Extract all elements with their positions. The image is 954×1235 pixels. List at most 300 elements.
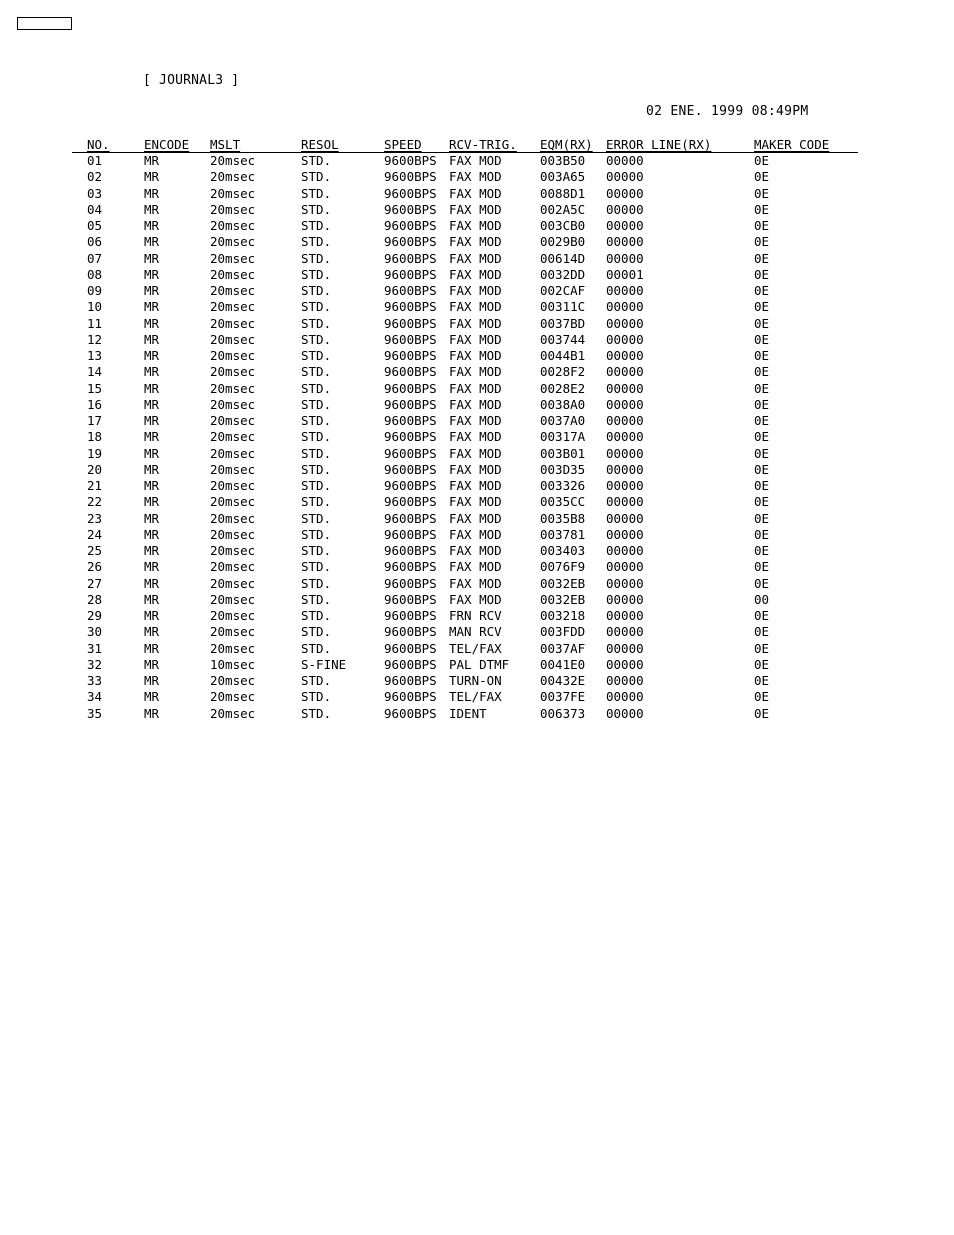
cell-eqm-rx: 002CAF bbox=[540, 283, 586, 298]
cell-mslt: 20msec bbox=[210, 591, 256, 607]
cell-encode: MR bbox=[144, 656, 160, 672]
cell-error-line-rx: 00000 bbox=[606, 656, 644, 672]
cell-speed: 9600BPS bbox=[384, 575, 437, 591]
cell-mslt: 20msec bbox=[210, 364, 256, 380]
cell-rcv-trig: PAL DTMF bbox=[449, 656, 510, 672]
cell-no: 21 bbox=[87, 478, 103, 493]
cell-speed: 9600BPS bbox=[384, 315, 437, 331]
cell-no: 06 bbox=[87, 234, 103, 250]
cell-no: 17 bbox=[87, 413, 103, 428]
cell-encode: MR bbox=[144, 331, 160, 347]
column-header-error-line-rx: ERROR LINE(RX) bbox=[606, 137, 712, 152]
cell-no: 09 bbox=[87, 283, 103, 298]
cell-no: 33 bbox=[87, 673, 103, 688]
cell-encode: MR bbox=[144, 250, 160, 266]
cell-maker-code: 0E bbox=[754, 608, 770, 623]
cell-speed: 9600BPS bbox=[384, 559, 437, 575]
cell-encode: MR bbox=[144, 575, 160, 591]
cell-eqm-rx: 0035CC bbox=[540, 494, 586, 510]
cell-no: 08 bbox=[87, 266, 103, 282]
table-row bbox=[0, 559, 954, 575]
cell-error-line-rx: 00000 bbox=[606, 559, 644, 575]
cell-resol: STD. bbox=[301, 380, 332, 396]
cell-error-line-rx: 00000 bbox=[606, 461, 644, 477]
cell-eqm-rx: 0037FE bbox=[540, 689, 586, 705]
cell-resol: STD. bbox=[301, 283, 332, 298]
cell-speed: 9600BPS bbox=[384, 591, 437, 607]
cell-error-line-rx: 00000 bbox=[606, 445, 644, 461]
cell-maker-code: 0E bbox=[754, 364, 770, 380]
cell-mslt: 20msec bbox=[210, 494, 256, 510]
cell-rcv-trig: FAX MOD bbox=[449, 413, 502, 428]
cell-speed: 9600BPS bbox=[384, 624, 437, 640]
table-row bbox=[0, 608, 954, 624]
cell-rcv-trig: MAN RCV bbox=[449, 624, 502, 640]
cell-no: 30 bbox=[87, 624, 103, 640]
cell-rcv-trig: FAX MOD bbox=[449, 478, 502, 493]
cell-rcv-trig: FAX MOD bbox=[449, 445, 502, 461]
cell-resol: STD. bbox=[301, 315, 332, 331]
table-header-row bbox=[0, 137, 954, 153]
cell-rcv-trig: FAX MOD bbox=[449, 526, 502, 542]
cell-eqm-rx: 0037BD bbox=[540, 315, 586, 331]
cell-error-line-rx: 00000 bbox=[606, 299, 644, 315]
cell-encode: MR bbox=[144, 608, 160, 623]
cell-error-line-rx: 00000 bbox=[606, 413, 644, 428]
cell-eqm-rx: 003B50 bbox=[540, 153, 586, 168]
cell-resol: STD. bbox=[301, 396, 332, 412]
cell-maker-code: 0E bbox=[754, 478, 770, 493]
cell-resol: STD. bbox=[301, 543, 332, 558]
cell-mslt: 20msec bbox=[210, 640, 256, 656]
table-row bbox=[0, 673, 954, 689]
cell-mslt: 20msec bbox=[210, 348, 256, 363]
cell-maker-code: 0E bbox=[754, 624, 770, 640]
cell-resol: STD. bbox=[301, 575, 332, 591]
cell-speed: 9600BPS bbox=[384, 608, 437, 623]
cell-speed: 9600BPS bbox=[384, 526, 437, 542]
table-row bbox=[0, 657, 954, 673]
cell-maker-code: 0E bbox=[754, 234, 770, 250]
cell-rcv-trig: TEL/FAX bbox=[449, 689, 502, 705]
cell-encode: MR bbox=[144, 494, 160, 510]
cell-mslt: 20msec bbox=[210, 185, 256, 201]
cell-rcv-trig: FAX MOD bbox=[449, 348, 502, 363]
cell-speed: 9600BPS bbox=[384, 218, 437, 233]
cell-maker-code: 0E bbox=[754, 494, 770, 510]
cell-error-line-rx: 00000 bbox=[606, 364, 644, 380]
cell-resol: STD. bbox=[301, 689, 332, 705]
cell-encode: MR bbox=[144, 461, 160, 477]
cell-rcv-trig: FAX MOD bbox=[449, 234, 502, 250]
cell-encode: MR bbox=[144, 348, 160, 363]
cell-error-line-rx: 00000 bbox=[606, 348, 644, 363]
cell-error-line-rx: 00000 bbox=[606, 185, 644, 201]
cell-encode: MR bbox=[144, 445, 160, 461]
cell-eqm-rx: 003781 bbox=[540, 526, 586, 542]
cell-speed: 9600BPS bbox=[384, 656, 437, 672]
table-row bbox=[0, 462, 954, 478]
table-row bbox=[0, 592, 954, 608]
cell-error-line-rx: 00000 bbox=[606, 380, 644, 396]
cell-mslt: 20msec bbox=[210, 543, 256, 558]
table-row bbox=[0, 186, 954, 202]
cell-encode: MR bbox=[144, 526, 160, 542]
cell-speed: 9600BPS bbox=[384, 266, 437, 282]
cell-maker-code: 0E bbox=[754, 185, 770, 201]
cell-encode: MR bbox=[144, 673, 160, 688]
cell-speed: 9600BPS bbox=[384, 331, 437, 347]
cell-error-line-rx: 00000 bbox=[606, 640, 644, 656]
cell-mslt: 20msec bbox=[210, 429, 256, 445]
cell-error-line-rx: 00000 bbox=[606, 673, 644, 688]
table-row bbox=[0, 169, 954, 185]
cell-speed: 9600BPS bbox=[384, 299, 437, 315]
cell-rcv-trig: FAX MOD bbox=[449, 559, 502, 575]
cell-mslt: 20msec bbox=[210, 624, 256, 640]
cell-rcv-trig: FAX MOD bbox=[449, 494, 502, 510]
cell-no: 10 bbox=[87, 299, 103, 315]
table-row bbox=[0, 706, 954, 722]
journal-title: [ JOURNAL3 ] bbox=[143, 73, 240, 88]
cell-resol: STD. bbox=[301, 169, 332, 185]
cell-eqm-rx: 003403 bbox=[540, 543, 586, 558]
cell-no: 11 bbox=[87, 315, 103, 331]
cell-no: 04 bbox=[87, 201, 103, 217]
cell-error-line-rx: 00000 bbox=[606, 494, 644, 510]
cell-speed: 9600BPS bbox=[384, 705, 437, 721]
cell-speed: 9600BPS bbox=[384, 429, 437, 445]
cell-eqm-rx: 0044B1 bbox=[540, 348, 586, 363]
cell-encode: MR bbox=[144, 413, 160, 428]
cell-encode: MR bbox=[144, 283, 160, 298]
table-row bbox=[0, 511, 954, 527]
cell-eqm-rx: 002A5C bbox=[540, 201, 586, 217]
cell-rcv-trig: FAX MOD bbox=[449, 299, 502, 315]
table-row bbox=[0, 283, 954, 299]
table-row bbox=[0, 153, 954, 169]
cell-eqm-rx: 006373 bbox=[540, 705, 586, 721]
cell-maker-code: 0E bbox=[754, 250, 770, 266]
table-row bbox=[0, 429, 954, 445]
cell-rcv-trig: FAX MOD bbox=[449, 218, 502, 233]
cell-resol: S-FINE bbox=[301, 656, 347, 672]
cell-eqm-rx: 003CB0 bbox=[540, 218, 586, 233]
cell-maker-code: 0E bbox=[754, 153, 770, 168]
cell-mslt: 20msec bbox=[210, 510, 256, 526]
cell-speed: 9600BPS bbox=[384, 689, 437, 705]
table-row bbox=[0, 527, 954, 543]
cell-no: 32 bbox=[87, 656, 103, 672]
cell-speed: 9600BPS bbox=[384, 380, 437, 396]
cell-rcv-trig: FAX MOD bbox=[449, 331, 502, 347]
cell-error-line-rx: 00000 bbox=[606, 201, 644, 217]
cell-resol: STD. bbox=[301, 348, 332, 363]
cell-resol: STD. bbox=[301, 266, 332, 282]
cell-no: 05 bbox=[87, 218, 103, 233]
cell-mslt: 20msec bbox=[210, 201, 256, 217]
cell-maker-code: 0E bbox=[754, 413, 770, 428]
cell-eqm-rx: 0038A0 bbox=[540, 396, 586, 412]
table-row bbox=[0, 348, 954, 364]
cell-eqm-rx: 003A65 bbox=[540, 169, 586, 185]
cell-error-line-rx: 00000 bbox=[606, 315, 644, 331]
cell-maker-code: 0E bbox=[754, 673, 770, 688]
cell-maker-code: 0E bbox=[754, 283, 770, 298]
column-header-encode: ENCODE bbox=[144, 137, 190, 152]
table-row bbox=[0, 478, 954, 494]
cell-encode: MR bbox=[144, 299, 160, 315]
table-row bbox=[0, 576, 954, 592]
cell-resol: STD. bbox=[301, 510, 332, 526]
cell-maker-code: 0E bbox=[754, 445, 770, 461]
cell-maker-code: 0E bbox=[754, 348, 770, 363]
column-header-no: NO. bbox=[87, 137, 110, 152]
cell-error-line-rx: 00000 bbox=[606, 689, 644, 705]
journal-table bbox=[0, 137, 954, 722]
table-row bbox=[0, 202, 954, 218]
cell-rcv-trig: FAX MOD bbox=[449, 169, 502, 185]
cell-maker-code: 0E bbox=[754, 526, 770, 542]
cell-mslt: 20msec bbox=[210, 331, 256, 347]
cell-rcv-trig: IDENT bbox=[449, 705, 487, 721]
cell-resol: STD. bbox=[301, 413, 332, 428]
cell-mslt: 20msec bbox=[210, 478, 256, 493]
table-row bbox=[0, 267, 954, 283]
cell-resol: STD. bbox=[301, 153, 332, 168]
cell-speed: 9600BPS bbox=[384, 234, 437, 250]
table-body bbox=[0, 153, 954, 722]
cell-rcv-trig: FAX MOD bbox=[449, 250, 502, 266]
cell-mslt: 20msec bbox=[210, 575, 256, 591]
cell-maker-code: 0E bbox=[754, 656, 770, 672]
cell-no: 22 bbox=[87, 494, 103, 510]
cell-eqm-rx: 0032EB bbox=[540, 575, 586, 591]
cell-resol: STD. bbox=[301, 429, 332, 445]
cell-no: 29 bbox=[87, 608, 103, 623]
cell-no: 13 bbox=[87, 348, 103, 363]
cell-rcv-trig: FAX MOD bbox=[449, 575, 502, 591]
cell-eqm-rx: 0035B8 bbox=[540, 510, 586, 526]
cell-resol: STD. bbox=[301, 218, 332, 233]
cell-encode: MR bbox=[144, 380, 160, 396]
cell-rcv-trig: FAX MOD bbox=[449, 201, 502, 217]
cell-eqm-rx: 0041E0 bbox=[540, 656, 586, 672]
cell-maker-code: 0E bbox=[754, 510, 770, 526]
cell-rcv-trig: TURN-ON bbox=[449, 673, 502, 688]
cell-eqm-rx: 00614D bbox=[540, 250, 586, 266]
cell-mslt: 20msec bbox=[210, 705, 256, 721]
cell-eqm-rx: 003B01 bbox=[540, 445, 586, 461]
table-row bbox=[0, 332, 954, 348]
cell-speed: 9600BPS bbox=[384, 510, 437, 526]
cell-eqm-rx: 0076F9 bbox=[540, 559, 586, 575]
cell-resol: STD. bbox=[301, 591, 332, 607]
cell-maker-code: 0E bbox=[754, 461, 770, 477]
cell-rcv-trig: FAX MOD bbox=[449, 185, 502, 201]
cell-resol: STD. bbox=[301, 364, 332, 380]
cell-resol: STD. bbox=[301, 445, 332, 461]
cell-encode: MR bbox=[144, 153, 160, 168]
cell-resol: STD. bbox=[301, 673, 332, 688]
cell-mslt: 20msec bbox=[210, 169, 256, 185]
cell-encode: MR bbox=[144, 510, 160, 526]
cell-encode: MR bbox=[144, 689, 160, 705]
cell-mslt: 20msec bbox=[210, 559, 256, 575]
cell-mslt: 20msec bbox=[210, 153, 256, 168]
cell-maker-code: 0E bbox=[754, 429, 770, 445]
cell-error-line-rx: 00000 bbox=[606, 331, 644, 347]
cell-mslt: 20msec bbox=[210, 526, 256, 542]
cell-mslt: 20msec bbox=[210, 608, 256, 623]
cell-eqm-rx: 00317A bbox=[540, 429, 586, 445]
cell-eqm-rx: 003FDD bbox=[540, 624, 586, 640]
cell-encode: MR bbox=[144, 591, 160, 607]
cell-no: 14 bbox=[87, 364, 103, 380]
cell-resol: STD. bbox=[301, 640, 332, 656]
cell-speed: 9600BPS bbox=[384, 494, 437, 510]
cell-rcv-trig: FAX MOD bbox=[449, 266, 502, 282]
cell-encode: MR bbox=[144, 218, 160, 233]
cell-error-line-rx: 00000 bbox=[606, 153, 644, 168]
cell-eqm-rx: 003218 bbox=[540, 608, 586, 623]
cell-eqm-rx: 0032DD bbox=[540, 266, 586, 282]
cell-resol: STD. bbox=[301, 494, 332, 510]
cell-encode: MR bbox=[144, 705, 160, 721]
cell-resol: STD. bbox=[301, 201, 332, 217]
cell-eqm-rx: 0032EB bbox=[540, 591, 586, 607]
cell-encode: MR bbox=[144, 185, 160, 201]
table-row bbox=[0, 413, 954, 429]
column-header-rcv-trig: RCV-TRIG. bbox=[449, 137, 517, 152]
cell-eqm-rx: 003326 bbox=[540, 478, 586, 493]
cell-encode: MR bbox=[144, 543, 160, 558]
cell-rcv-trig: FAX MOD bbox=[449, 510, 502, 526]
cell-resol: STD. bbox=[301, 705, 332, 721]
cell-mslt: 20msec bbox=[210, 218, 256, 233]
cell-error-line-rx: 00000 bbox=[606, 234, 644, 250]
cell-error-line-rx: 00000 bbox=[606, 543, 644, 558]
cell-maker-code: 00 bbox=[754, 591, 770, 607]
cell-rcv-trig: FAX MOD bbox=[449, 153, 502, 168]
cell-no: 18 bbox=[87, 429, 103, 445]
cell-rcv-trig: FAX MOD bbox=[449, 461, 502, 477]
cell-error-line-rx: 00000 bbox=[606, 705, 644, 721]
cell-resol: STD. bbox=[301, 234, 332, 250]
report-date: 02 ENE. 1999 08:49PM bbox=[646, 104, 809, 119]
cell-mslt: 20msec bbox=[210, 461, 256, 477]
cell-rcv-trig: FAX MOD bbox=[449, 283, 502, 298]
cell-encode: MR bbox=[144, 364, 160, 380]
cell-encode: MR bbox=[144, 234, 160, 250]
cell-speed: 9600BPS bbox=[384, 543, 437, 558]
table-row bbox=[0, 251, 954, 267]
cell-rcv-trig: FAX MOD bbox=[449, 591, 502, 607]
table-row bbox=[0, 364, 954, 380]
cell-error-line-rx: 00000 bbox=[606, 396, 644, 412]
cell-mslt: 20msec bbox=[210, 283, 256, 298]
cell-mslt: 20msec bbox=[210, 445, 256, 461]
cell-no: 27 bbox=[87, 575, 103, 591]
cell-maker-code: 0E bbox=[754, 315, 770, 331]
cell-speed: 9600BPS bbox=[384, 364, 437, 380]
cell-no: 35 bbox=[87, 705, 103, 721]
page-number-box bbox=[17, 17, 72, 30]
cell-speed: 9600BPS bbox=[384, 185, 437, 201]
cell-maker-code: 0E bbox=[754, 201, 770, 217]
cell-no: 34 bbox=[87, 689, 103, 705]
cell-speed: 9600BPS bbox=[384, 201, 437, 217]
cell-error-line-rx: 00000 bbox=[606, 283, 644, 298]
table-row bbox=[0, 689, 954, 705]
cell-no: 24 bbox=[87, 526, 103, 542]
cell-mslt: 20msec bbox=[210, 380, 256, 396]
cell-speed: 9600BPS bbox=[384, 673, 437, 688]
cell-no: 20 bbox=[87, 461, 103, 477]
cell-no: 03 bbox=[87, 185, 103, 201]
cell-no: 15 bbox=[87, 380, 103, 396]
cell-no: 31 bbox=[87, 640, 103, 656]
cell-mslt: 20msec bbox=[210, 266, 256, 282]
cell-maker-code: 0E bbox=[754, 380, 770, 396]
cell-mslt: 20msec bbox=[210, 673, 256, 688]
cell-eqm-rx: 0037AF bbox=[540, 640, 586, 656]
cell-eqm-rx: 003D35 bbox=[540, 461, 586, 477]
cell-no: 28 bbox=[87, 591, 103, 607]
cell-mslt: 20msec bbox=[210, 299, 256, 315]
column-header-maker-code: MAKER CODE bbox=[754, 137, 830, 152]
cell-maker-code: 0E bbox=[754, 169, 770, 185]
cell-speed: 9600BPS bbox=[384, 461, 437, 477]
cell-rcv-trig: TEL/FAX bbox=[449, 640, 502, 656]
cell-mslt: 10msec bbox=[210, 656, 256, 672]
table-row bbox=[0, 641, 954, 657]
column-header-eqm-rx: EQM(RX) bbox=[540, 137, 593, 152]
cell-error-line-rx: 00000 bbox=[606, 608, 644, 623]
cell-no: 25 bbox=[87, 543, 103, 558]
cell-error-line-rx: 00000 bbox=[606, 169, 644, 185]
cell-mslt: 20msec bbox=[210, 396, 256, 412]
column-header-speed: SPEED bbox=[384, 137, 422, 152]
cell-mslt: 20msec bbox=[210, 250, 256, 266]
cell-maker-code: 0E bbox=[754, 705, 770, 721]
cell-no: 26 bbox=[87, 559, 103, 575]
cell-mslt: 20msec bbox=[210, 413, 256, 428]
table-row bbox=[0, 543, 954, 559]
cell-maker-code: 0E bbox=[754, 575, 770, 591]
cell-error-line-rx: 00000 bbox=[606, 591, 644, 607]
cell-rcv-trig: FAX MOD bbox=[449, 315, 502, 331]
cell-encode: MR bbox=[144, 478, 160, 493]
cell-mslt: 20msec bbox=[210, 315, 256, 331]
cell-eqm-rx: 00432E bbox=[540, 673, 586, 688]
cell-no: 07 bbox=[87, 250, 103, 266]
table-row bbox=[0, 299, 954, 315]
cell-mslt: 20msec bbox=[210, 234, 256, 250]
cell-resol: STD. bbox=[301, 250, 332, 266]
cell-error-line-rx: 00000 bbox=[606, 218, 644, 233]
cell-rcv-trig: FRN RCV bbox=[449, 608, 502, 623]
cell-rcv-trig: FAX MOD bbox=[449, 380, 502, 396]
cell-encode: MR bbox=[144, 559, 160, 575]
cell-eqm-rx: 00311C bbox=[540, 299, 586, 315]
cell-maker-code: 0E bbox=[754, 689, 770, 705]
cell-eqm-rx: 003744 bbox=[540, 331, 586, 347]
cell-eqm-rx: 0088D1 bbox=[540, 185, 586, 201]
cell-maker-code: 0E bbox=[754, 396, 770, 412]
cell-speed: 9600BPS bbox=[384, 396, 437, 412]
cell-encode: MR bbox=[144, 624, 160, 640]
